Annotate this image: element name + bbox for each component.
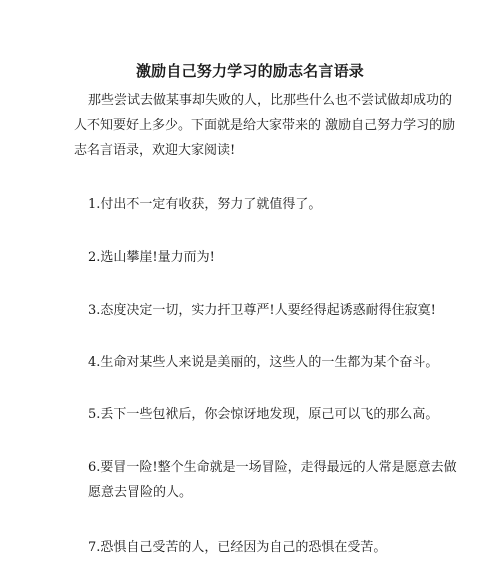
quote-item [88, 192, 438, 217]
quote-line: 3.态度决定一切，实力扞卫尊严!人要经得起诱惑耐得住寂寞! [88, 303, 436, 318]
intro-paragraph [74, 88, 456, 163]
quote-line: 1.付出不一定有收获，努力了就值得了。 [88, 197, 322, 212]
quote-item [88, 402, 438, 427]
quote-line: 4.生命对某些人来说是美丽的，这些人的一生都为某个奋斗。 [88, 355, 439, 370]
quote-line: 6.要冒一险!整个生命就是一场冒险，走得最远的人常是愿意去做 [88, 460, 457, 475]
quote-item [88, 245, 438, 270]
document-title: 激励自己努力学习的励志名言语录 [135, 62, 364, 80]
quote-item [88, 298, 438, 323]
quote-line: 5.丢下一些包袱后，你会惊讶地发现，原己可以飞的那么高。 [88, 407, 439, 422]
quote-item [88, 535, 438, 560]
quote-line: 2.选山攀崖!量力而为! [88, 250, 215, 265]
quote-item [88, 455, 457, 505]
quote-line: 愿意去冒险的人。 [88, 485, 193, 500]
quote-item [88, 350, 438, 375]
quote-line: 7.恐惧自己受苦的人，已经因为自己的恐惧在受苦。 [88, 540, 387, 555]
intro-line: 人不知要好上多少。下面就是给大家带来的 激励自己努力学习的励 [74, 118, 456, 133]
intro-line: 志名言语录，欢迎大家阅读! [74, 143, 236, 158]
intro-line: 那些尝试去做某事却失败的人，比那些什么也不尝试做却成功的 [88, 93, 453, 108]
